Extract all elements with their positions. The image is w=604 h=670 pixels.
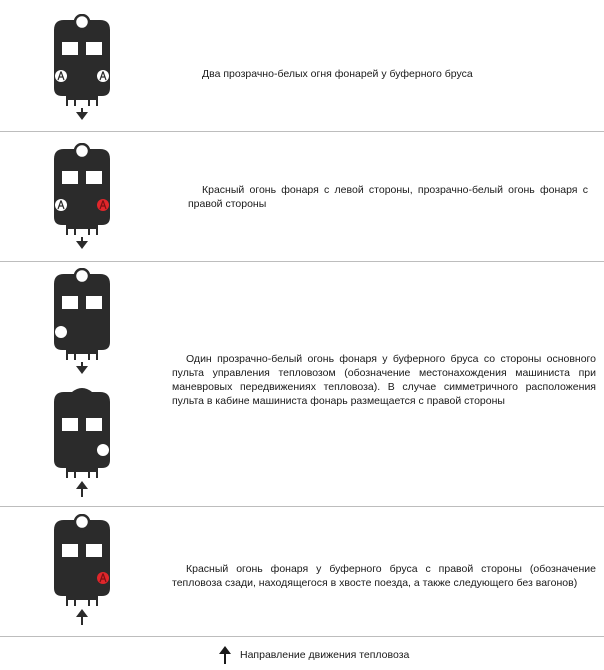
lamp-left-white: [55, 70, 67, 82]
arrow-up-icon: [218, 645, 232, 665]
locomotive-front-icon: [44, 268, 120, 376]
signal-description-text: Один прозрачно-белый огонь фонаря у буферного бруса со стороны основного пульта управления тепловозом (обозначение местонахождения машиниста при маневровых передвижениях тепловоза). В случае симметричного расположения пульта в кабине машиниста фонарь размещается с правой стороны: [172, 353, 596, 407]
section-divider: [0, 261, 604, 262]
arrow-up-icon: [76, 609, 88, 625]
locomotive-body: [54, 149, 110, 235]
lamp-right-red: [97, 572, 109, 584]
signal-description-4: [172, 562, 596, 590]
lamp-right-white: [97, 70, 109, 82]
legend-text: Направление движения тепловоза: [240, 649, 410, 661]
locomotive-body: [54, 20, 110, 106]
cab-window-left: [62, 42, 78, 55]
signal-description-3: [172, 352, 596, 408]
section-divider: [0, 636, 604, 637]
cab-window-left: [62, 418, 78, 431]
lamp-left-white: [55, 199, 67, 211]
locomotive-body: [54, 392, 110, 478]
cab-window-right: [86, 171, 102, 184]
cab-window-left: [62, 296, 78, 309]
lamp-left-white: [55, 326, 67, 338]
cab-window-right: [86, 42, 102, 55]
arrow-up-icon: [76, 481, 88, 497]
roof-dome: [72, 388, 92, 392]
section-divider: [0, 506, 604, 507]
arrow-down-icon: [76, 108, 88, 120]
cab-window-left: [62, 171, 78, 184]
top-headlight: [75, 15, 89, 29]
signal-description-1: [188, 67, 588, 81]
signal-description-2: [188, 183, 588, 211]
top-headlight: [75, 269, 89, 283]
section-divider: [0, 131, 604, 132]
locomotive-front-icon: [44, 143, 120, 251]
cab-window-right: [86, 418, 102, 431]
locomotive-front-icon: [44, 514, 120, 626]
locomotive-front-icon: [44, 386, 120, 498]
signal-description-text: Красный огонь фонаря с левой стороны, прозрачно-белый огонь фонаря с правой стороны: [188, 184, 588, 210]
cab-window-right: [86, 544, 102, 557]
legend: [218, 644, 409, 666]
arrow-down-icon: [76, 237, 88, 249]
signal-description-text: Красный огонь фонаря у буферного бруса с правой стороны (обозначение тепловоза сзади, находящегося в хвосте поезда, а также следующего без вагонов): [172, 563, 596, 589]
cab-window-left: [62, 544, 78, 557]
lamp-right-red: [97, 199, 109, 211]
top-headlight: [75, 515, 89, 529]
locomotive-front-icon: [44, 14, 120, 122]
arrow-down-icon: [76, 362, 88, 374]
signal-description-text: Два прозрачно-белых огня фонарей у буферного бруса: [202, 68, 473, 80]
top-headlight: [75, 144, 89, 158]
locomotive-body: [54, 274, 110, 360]
locomotive-body: [54, 520, 110, 606]
lamp-right-white: [97, 444, 109, 456]
cab-window-right: [86, 296, 102, 309]
